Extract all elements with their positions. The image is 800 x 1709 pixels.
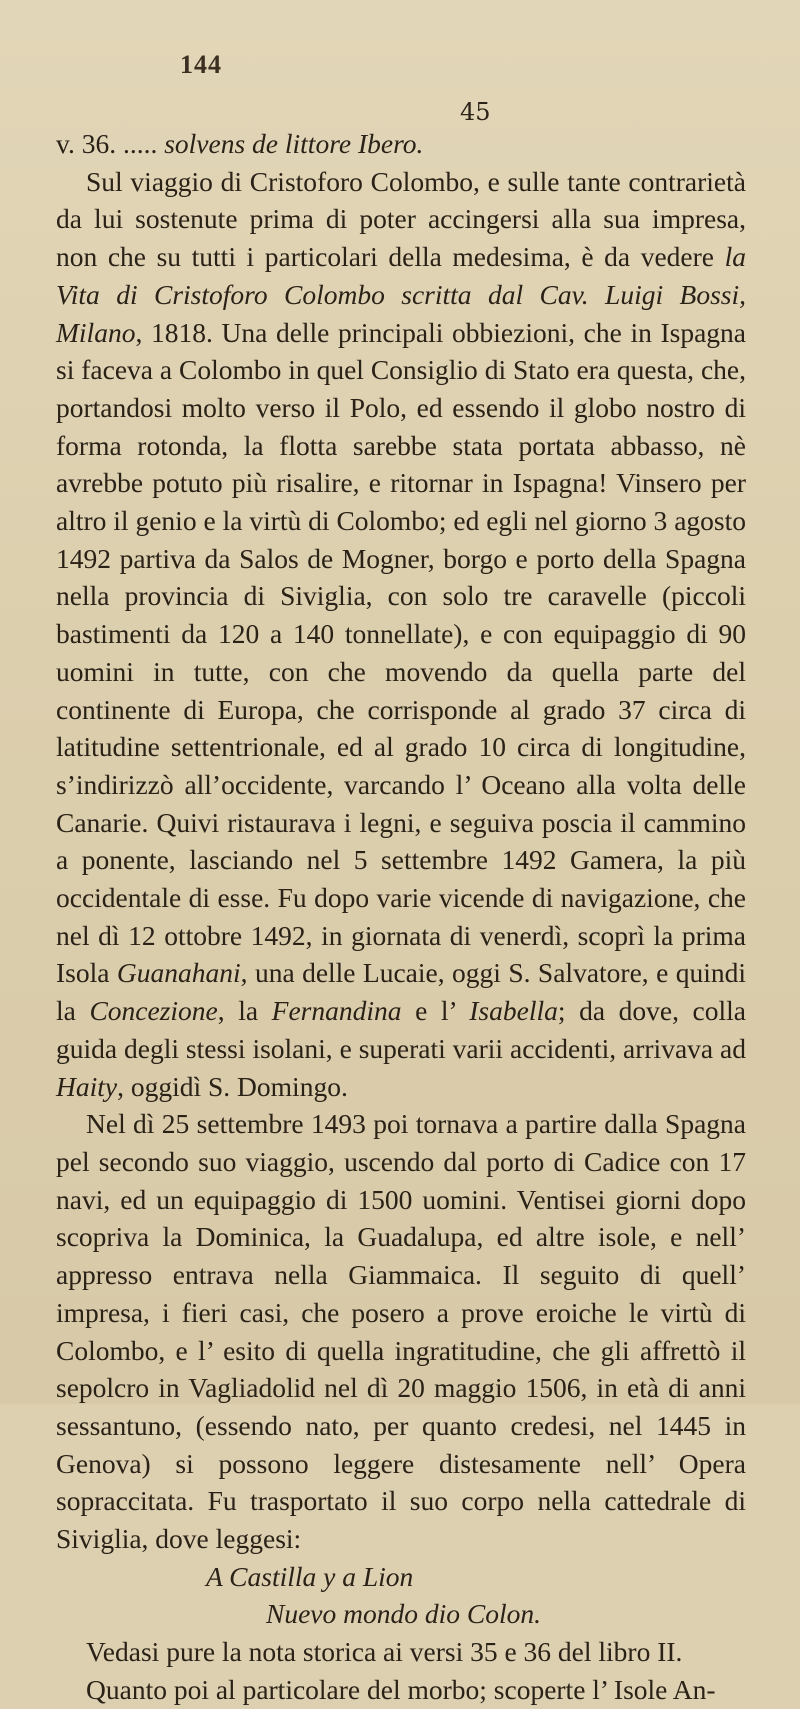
p1-island-fernandina: Fernandina xyxy=(271,995,402,1027)
page-number: 45 xyxy=(460,98,491,126)
p1-island-concezione: Concezione xyxy=(89,995,218,1027)
verse-reference xyxy=(56,125,746,163)
verse-ref-number: v. 36. ..... xyxy=(56,128,165,159)
p1-island-guanahani: Guanahani xyxy=(116,957,241,989)
p1-island-haity: Haity xyxy=(56,1070,118,1102)
p1-text-c: , una delle Lucaie, oggi S. Salvatore, e quindi la xyxy=(56,957,746,1027)
note-text xyxy=(56,125,746,1709)
paragraph-2: Nel dì 25 settembre 1493 poi tornava a partire dalla Spagna pel secondo suo viaggio, uscendo dal porto di Cadice con 17 navi, ed un equipaggio di 1500 uomini. Ventisei giorni dopo scopriva la Dominica, la Guadalupa, ed altre isole, e nell’ appresso entrava nella Giammaica. Il seguito di quell’ impresa, i fieri casi, che posero a prove eroiche le virtù di Colombo, e l’ esito di quella ingratitudine, che gli affrettò il sepolcro in Vagliadolid nel dì 20 maggio 1506, in età di anni sessantuno, (essendo nato, per quanto credesi, nel 1445 in Genova) si possono leggere distesamente nell’ Opera sopraccitata. Fu trasportato il suo corpo nella cattedrale di Siviglia, dove leggesi: xyxy=(56,1108,746,1555)
paragraph-4: Quanto poi al particolare del morbo; scoperte l’ Isole An- xyxy=(86,1673,716,1705)
p1-island-isabella: Isabella xyxy=(469,995,558,1027)
p1-text-e: e l’ xyxy=(401,995,470,1027)
verse-ref-quote: solvens de littore Ibero. xyxy=(164,128,424,159)
p1-book-title: la Vita di Cristoforo Colombo scritta dal Cav. Luigi Bossi, Milano xyxy=(56,241,746,348)
epitaph-line-2: Nuevo mondo dio Colon. xyxy=(266,1598,541,1630)
p1-text-b: , 1818. Una delle principali obbiezioni, che in Ispagna si faceva a Colombo in quel Consiglio di Stato era questa, che, portandosi molto verso il Polo, ed essendo il globo nostro di forma rotonda, la flotta sarebbe stata portata abbasso, nè avrebbe potuto più risalire, e ritornar in Ispagna! Vinsero per altro il genio e la virtù di Colombo; ed egli nel giorno 3 agosto 1492 partiva da Salos de Mogner, borgo e porto della Spagna nella provincia di Siviglia, con solo tre caravelle (piccoli bastimenti da 120 a 140 tonnellate), e con equipaggio di 90 uomini in tutte, con che movendo da quella parte del continente di Europa, che corrisponde al grado 37 circa di latitudine settentrionale, ed al grado 10 circa di longitudine, s’indirizzò all’occidente, varcando l’ Oceano alla volta delle Canarie. Quivi ristaurava i legni, e seguiva poscia il cammino a ponente, lasciando nel 5 settembre 1492 Gamera, la più occidentale di esse. Fu dopo varie vicende di navigazione, che nel dì 12 ottobre 1492, in giornata di venerdì, scoprì la prima Isola xyxy=(56,316,746,989)
page-top-mark: 144 xyxy=(180,50,222,79)
epitaph-line-1: A Castilla y a Lion xyxy=(206,1560,414,1592)
p1-text-a: Sul viaggio di Cristoforo Colombo, e sulle tante contrarietà da lui sostenute prima di poter accingersi alla sua impresa, non che su tutti i particolari della medesima, è da vedere xyxy=(56,165,746,273)
p1-text-f: ; da dove, colla guida degli stessi isolani, e superati varii accidenti, arrivava ad xyxy=(56,995,746,1064)
p1-text-g: , oggidì S. Domingo. xyxy=(117,1070,348,1102)
p1-text-d: , la xyxy=(217,995,272,1027)
paragraph-3: Vedasi pure la nota storica ai versi 35 e 36 del libro II. xyxy=(86,1636,683,1668)
paragraph-1 xyxy=(56,163,746,1106)
